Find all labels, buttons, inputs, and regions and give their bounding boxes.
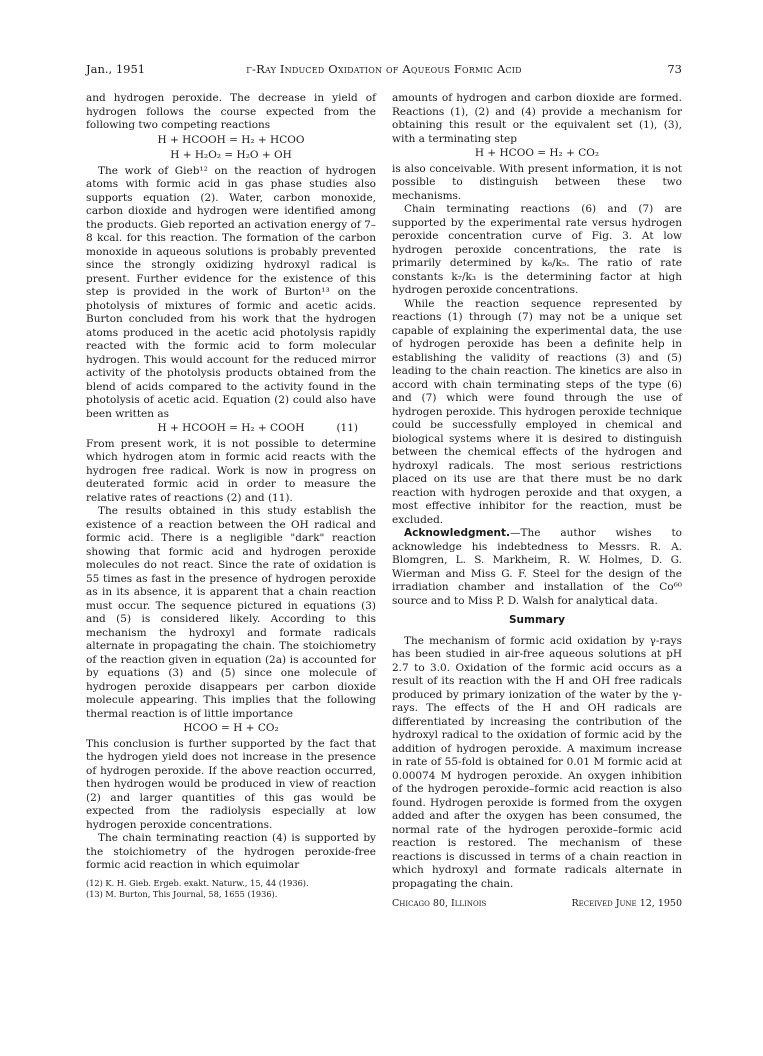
page-number: 73 (667, 62, 682, 76)
paragraph: Chain terminating reactions (6) and (7) are supported by the experimental rate versus hydrogen peroxide concentration curve of Fig. 3. At low hydrogen peroxide concentrations, the rate is primarily determined by k₆/k₅. The ratio of rate constants k₇/k₃ is the determining factor at high hydrogen peroxide concentrations. (392, 203, 682, 296)
equation: HCOO = H + CO₂ (183, 722, 279, 734)
received-date: Received June 12, 1950 (571, 898, 682, 909)
equation-numbered (86, 422, 376, 436)
paragraph: amounts of hydrogen and carbon dioxide are formed. Reactions (1), (2) and (4) provide a mechanism for obtaining this result or the equivalent set (1), (3), with a terminating step (392, 92, 682, 145)
acknowledgment (392, 527, 682, 608)
footnotes (86, 878, 376, 900)
equation: H + HCOOH = H₂ + HCOO (157, 133, 305, 146)
equation-number: (11) (336, 422, 358, 434)
paragraph: is also conceivable. With present information, it is not possible to distinguish between these two mechanisms. (392, 162, 682, 202)
signoff (392, 897, 682, 911)
summary-paragraph: The mechanism of formic acid oxidation by γ-rays has been studied in air-free aqueous solutions at pH 2.7 to 3.0. Oxidation of the formic acid occurs as a result of its reaction with the H and OH free radicals produced by primary ionization of the water by the γ-rays. The effects of the H and OH radicals are differentiated by increasing the contribution of the hydroxyl radical to the oxidation of formic acid by the addition of hydrogen peroxide. A maximum increase in rate of 55-fold is obtained for 0.01 M formic acid at 0.00074 M hydrogen peroxide. An oxygen inhibition of the hydrogen peroxide–formic acid reaction is also found. Hydrogen peroxide is formed from the oxygen added and after the oxygen has been consumed, the normal rate of the hydrogen peroxide–formic acid reaction is restored. The mechanism of these reactions is discussed in terms of a chain reaction in which hydroxyl and formate radicals alternate in propagating the chain. (392, 634, 682, 890)
paragraph: The chain terminating reaction (4) is supported by the stoichiometry of the hydrogen peroxide-free formic acid reaction in which equimolar (86, 832, 376, 871)
left-column (86, 92, 376, 900)
running-header (86, 60, 682, 78)
paragraph: From present work, it is not possible to determine which hydrogen atom in formic acid reacts with the hydrogen free radical. Work is now in progress on deuterated formic acid in order to measure the relative rates of reactions (2) and (11). (86, 437, 376, 504)
paragraph: While the reaction sequence represented by reactions (1) through (7) may not be a unique set capable of explaining the experimental data, the use of hydrogen peroxide has been a definite help in establishing the validity of reactions (3) and (5) leading to the chain reaction. The kinetics are also in accord with chain terminating steps of the type (6) and (7) which were found through the use of hydrogen peroxide. This hydrogen peroxide technique could be successfully employed in chemical and biological systems where it is desired to distinguish between the chemical effects of the hydrogen and hydroxyl radicals. The most serious restrictions placed on its use are that there must be no dark reaction with hydrogen peroxide and that oxygen, a most effective inhibitor for the reaction, must be excluded. (392, 297, 682, 526)
summary-heading: Summary (508, 614, 566, 626)
paragraph: and hydrogen peroxide. The decrease in yield of hydrogen follows the course expected from the following two competing reactions (86, 92, 376, 131)
acknowledgment-heading: Acknowledgment. (404, 527, 511, 539)
author-location: Chicago 80, Illinois (392, 898, 487, 909)
issue-date: Jan., 1951 (86, 62, 146, 76)
equation: H + H₂O₂ = H₂O + OH (170, 149, 292, 161)
footnote-12: (12) K. H. Gieb. Ergeb. exakt. Naturw., 15, 44 (1936). (86, 877, 309, 888)
footnote-13: (13) M. Burton, This Journal, 58, 1655 (1936). (86, 888, 278, 899)
paragraph: The results obtained in this study establish the existence of a reaction between the OH radical and formic acid. There is a negligible "dark" reaction showing that formic acid and hydrogen peroxide molecules do not react. Since the rate of oxidation is 55 times as fast in the presence of hydrogen peroxide as in its absence, it is apparent that a chain reaction must occur. The sequence pictured in equations (3) and (5) is considered likely. According to this mechanism the hydroxyl and formate radicals alternate in propagating the chain. The stoichiometry of the reaction given in equation (2a) is accounted for by equations (3) and (5) since one molecule of hydrogen peroxide disappears per carbon dioxide molecule appearing. This implies that the following thermal reaction is of little importance (86, 505, 376, 720)
equation: H + HCOO = H₂ + CO₂ (474, 147, 600, 159)
acknowledgment-text: —The author wishes to acknowledge his indebtedness to Messrs. R. A. Blomgren, L. S. Markheim, R. W. Holmes, D. G. Wierman and Miss G. F. Steel for the design of the irradiation chamber and installation of the Co⁶⁰ source and to Miss P. D. Walsh for analytical data. (392, 527, 682, 607)
right-column (392, 92, 682, 911)
paragraph: This conclusion is further supported by the fact that the hydrogen yield does not increase in the presence of hydrogen peroxide. If the above reaction occurred, then hydrogen would be produced in view of reaction (2) and larger quantities of this gas would be expected from the radiolysis especially at low hydrogen peroxide concentrations. (86, 737, 376, 831)
running-title: γ-Ray Induced Oxidation of Aqueous Formic Acid (246, 62, 522, 76)
equation-text: H + HCOOH = H₂ + COOH (157, 422, 305, 434)
paragraph: The work of Gieb¹² on the reaction of hydrogen atoms with formic acid in gas phase studies also supports equation (2). Water, carbon monoxide, carbon dioxide and hydrogen were identified among the products. Gieb reported an activation energy of 7–8 kcal. for this reaction. The formation of the carbon monoxide in aqueous solutions is probably prevented since the strongly oxidizing hydroxyl radical is present. Further evidence for the existence of this step is provided in the work of Burton¹³ on the photolysis of mixtures of formic and acetic acids. Burton concluded from his work that the hydrogen atoms produced in the acetic acid photolysis rapidly reacted with the formic acid to form molecular hydrogen. This would account for the reduced mirror activity of the photolysis products obtained from the blend of acids compared to the activity found in the photolysis of acetic acid. Equation (2) could also have been written as (86, 164, 376, 420)
